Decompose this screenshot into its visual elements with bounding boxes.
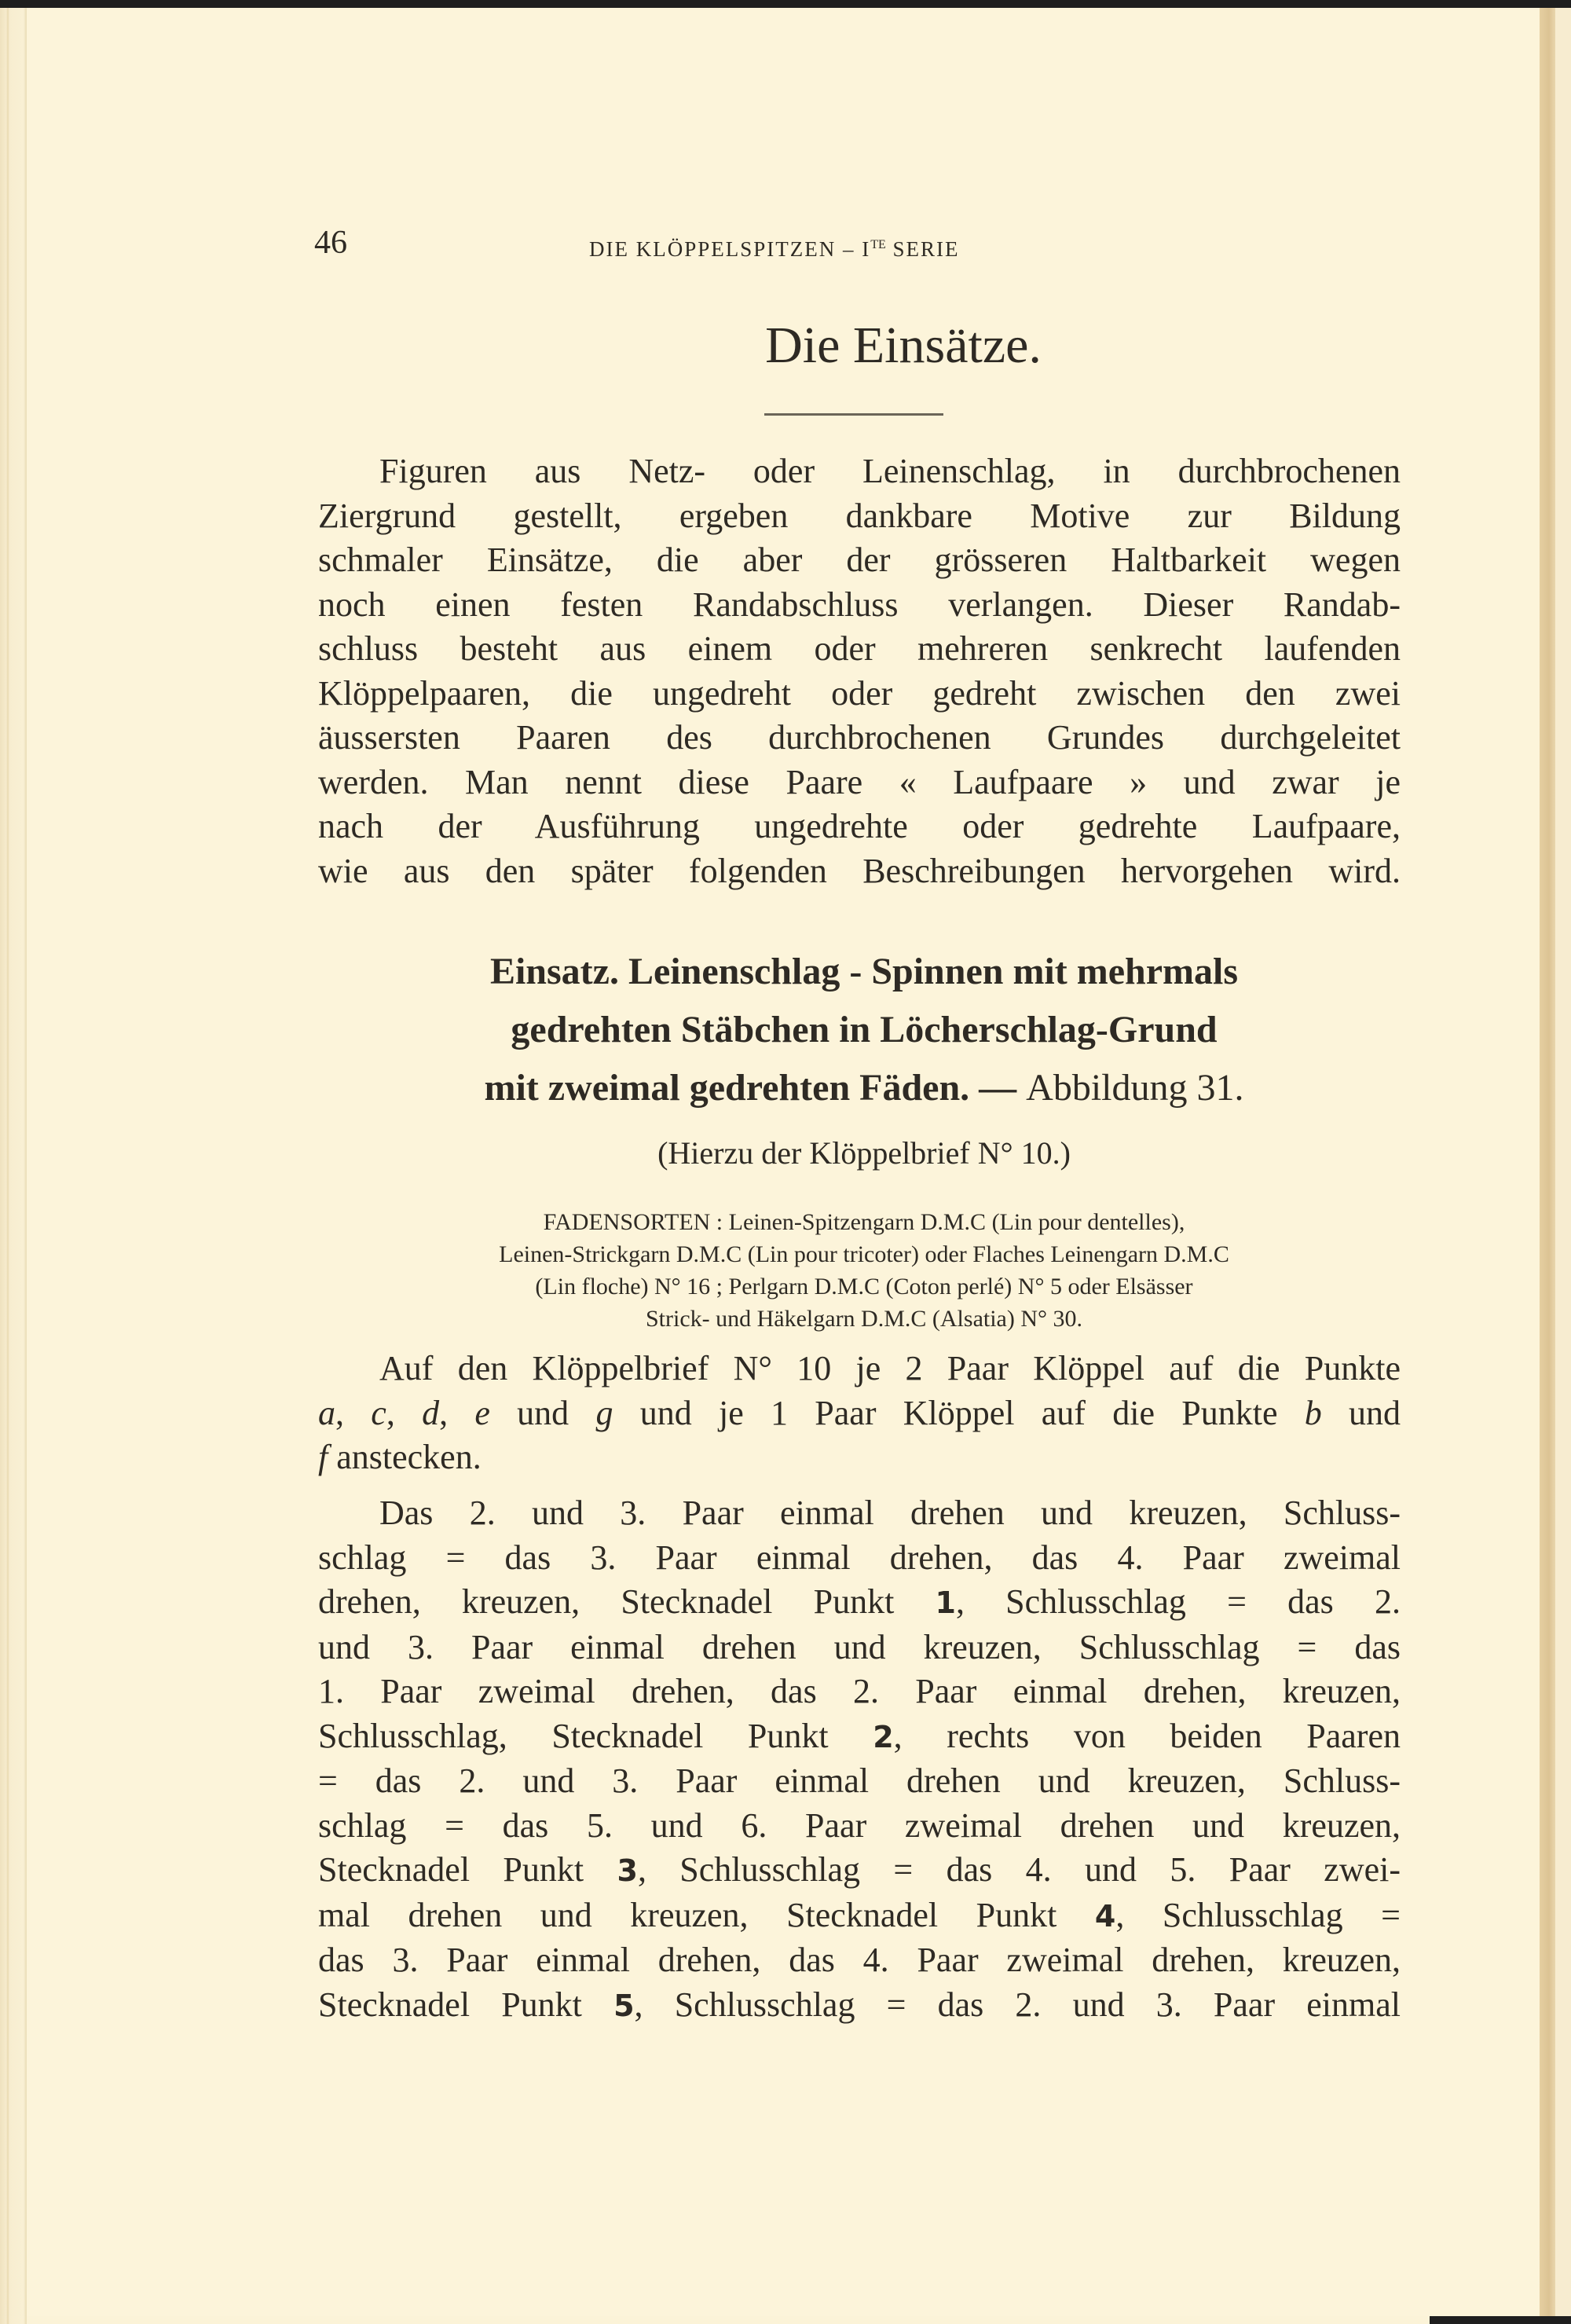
text-line: noch einen festen Randabschluss verlangen. Dieser Randab- bbox=[318, 585, 1401, 624]
text-fragment: Stecknadel Punkt bbox=[318, 1985, 614, 2024]
text-fragment: , bbox=[386, 1393, 423, 1432]
pin-number: 1 bbox=[935, 1585, 956, 1620]
text-line bbox=[318, 1893, 1401, 1939]
book-spine-shadow bbox=[1540, 8, 1555, 2324]
running-header bbox=[314, 223, 1406, 262]
point-label: e bbox=[474, 1393, 490, 1432]
text-line: wie aus den später folgenden Beschreibungen hervorgehen wird. bbox=[318, 851, 1401, 890]
pin-number: 3 bbox=[617, 1853, 638, 1888]
scan-top-edge bbox=[0, 0, 1571, 8]
point-label: d bbox=[422, 1393, 440, 1432]
text-line: nach der Ausführung ungedrehte oder gedrehte Laufpaare, bbox=[318, 807, 1401, 845]
text-fragment: , Schlusschlag = bbox=[1115, 1895, 1401, 1934]
instructions-paragraph-1 bbox=[318, 1347, 1401, 1480]
section-subheading: (Hierzu der Klöppelbrief N° 10.) bbox=[657, 1135, 1071, 1171]
text-line: schlag = das 5. und 6. Paar zweimal drehen und kreuzen, bbox=[318, 1805, 1401, 1845]
text-line bbox=[318, 1714, 1401, 1760]
pin-number: 5 bbox=[613, 1988, 635, 2023]
text-line bbox=[318, 1580, 1401, 1626]
materials-list bbox=[330, 1206, 1398, 1335]
text-fragment: Stecknadel Punkt bbox=[318, 1850, 617, 1889]
text-fragment: anstecken. bbox=[328, 1438, 482, 1476]
pin-number: 2 bbox=[873, 1719, 894, 1754]
point-label: a bbox=[318, 1393, 335, 1432]
point-label: c bbox=[371, 1393, 386, 1432]
running-title-text: DIE KLÖPPELSPITZEN – I bbox=[589, 237, 871, 261]
heading-line: Einsatz. Leinenschlag - Spinnen mit mehrmals bbox=[489, 951, 1239, 992]
instructions-paragraph-2 bbox=[318, 1491, 1401, 2028]
text-line bbox=[318, 1391, 1401, 1436]
point-label: b bbox=[1304, 1393, 1322, 1432]
point-label: g bbox=[595, 1393, 613, 1432]
text-line: = das 2. und 3. Paar einmal drehen und kreuzen, Schluss- bbox=[318, 1761, 1401, 1800]
text-fragment: Schlusschlag, Stecknadel Punkt bbox=[318, 1716, 873, 1755]
materials-line: (Lin floche) N° 16 ; Perlgarn D.M.C (Coton perlé) N° 5 oder Elsässer bbox=[535, 1274, 1193, 1299]
text-line: werden. Man nennt diese Paare « Laufpaare » und zwar je bbox=[318, 762, 1401, 801]
text-fragment: , Schlusschlag = das 4. und 5. Paar zwei- bbox=[637, 1850, 1401, 1889]
text-fragment: , bbox=[439, 1393, 475, 1432]
text-line: Figuren aus Netz- oder Leinenschlag, in durchbrochenen bbox=[379, 452, 1401, 490]
text-fragment: mal drehen und kreuzen, Stecknadel Punkt bbox=[318, 1895, 1095, 1934]
text-line: Klöppelpaaren, die ungedreht oder gedreht zwischen den zwei bbox=[318, 673, 1401, 713]
text-line: äussersten Paaren des durchbrochenen Grundes durchgeleitet bbox=[318, 718, 1401, 757]
section-heading bbox=[322, 943, 1406, 1117]
text-fragment: drehen, kreuzen, Stecknadel Punkt bbox=[318, 1582, 936, 1621]
heading-line-text: mit zweimal gedrehten Fäden. — bbox=[484, 1067, 1027, 1109]
text-fragment: , bbox=[335, 1393, 372, 1432]
text-line: Auf den Klöppelbrief N° 10 je 2 Paar Klöppel auf die Punkte bbox=[379, 1349, 1401, 1387]
running-title-end: SERIE bbox=[885, 237, 960, 261]
text-line: Das 2. und 3. Paar einmal drehen und kreuzen, Schluss- bbox=[379, 1494, 1401, 1532]
text-fragment: , Schlusschlag = das 2. bbox=[955, 1582, 1401, 1621]
text-fragment: , Schlusschlag = das 2. und 3. Paar einmal bbox=[634, 1985, 1401, 2024]
page-leaves-left bbox=[0, 8, 27, 2324]
running-title-superscript: TE bbox=[870, 238, 886, 251]
figure-reference: Abbildung 31. bbox=[1026, 1067, 1244, 1109]
text-line bbox=[318, 1983, 1401, 2029]
materials-line: Leinen-Strickgarn D.M.C (Lin pour tricoter) oder Flaches Leinengarn D.M.C bbox=[499, 1241, 1229, 1267]
pin-number: 4 bbox=[1094, 1898, 1116, 1934]
intro-paragraph bbox=[318, 449, 1401, 893]
heading-line: gedrehten Stäbchen in Löcherschlag-Grund bbox=[511, 1009, 1218, 1050]
text-line: das 3. Paar einmal drehen, das 4. Paar zweimal drehen, kreuzen, bbox=[318, 1941, 1401, 1979]
text-fragment: und bbox=[1321, 1393, 1401, 1432]
page-number: 46 bbox=[314, 225, 347, 261]
materials-line: Strick- und Häkelgarn D.M.C (Alsatia) N° 30. bbox=[645, 1306, 1083, 1332]
text-line: schluss besteht aus einem oder mehreren senkrecht laufenden bbox=[318, 629, 1401, 668]
text-line: und 3. Paar einmal drehen und kreuzen, Schlusschlag = das bbox=[318, 1627, 1401, 1666]
text-fragment: , rechts von beiden Paaren bbox=[893, 1716, 1401, 1755]
title-divider bbox=[764, 413, 943, 416]
scan-bottom-edge bbox=[1430, 2316, 1571, 2324]
text-line: schlag = das 3. Paar einmal drehen, das 4. Paar zweimal bbox=[318, 1538, 1401, 1577]
adjacent-page-edge bbox=[1555, 8, 1571, 2324]
text-line bbox=[318, 1848, 1401, 1893]
running-title bbox=[589, 229, 960, 265]
text-line: Ziergrund gestellt, ergeben dankbare Motive zur Bildung bbox=[318, 496, 1401, 535]
point-label: f bbox=[318, 1438, 328, 1476]
heading-line bbox=[322, 1059, 1406, 1117]
text-fragment: und bbox=[489, 1393, 596, 1432]
chapter-title: Die Einsätze. bbox=[765, 317, 1042, 374]
text-fragment: und je 1 Paar Klöppel auf die Punkte bbox=[613, 1393, 1305, 1432]
text-line bbox=[318, 1435, 1401, 1480]
text-line: 1. Paar zweimal drehen, das 2. Paar einmal drehen, kreuzen, bbox=[318, 1672, 1401, 1710]
text-line: schmaler Einsätze, die aber der grösseren Haltbarkeit wegen bbox=[318, 541, 1401, 579]
materials-line: FADENSORTEN : Leinen-Spitzengarn D.M.C (Lin pour dentelles), bbox=[543, 1209, 1185, 1235]
